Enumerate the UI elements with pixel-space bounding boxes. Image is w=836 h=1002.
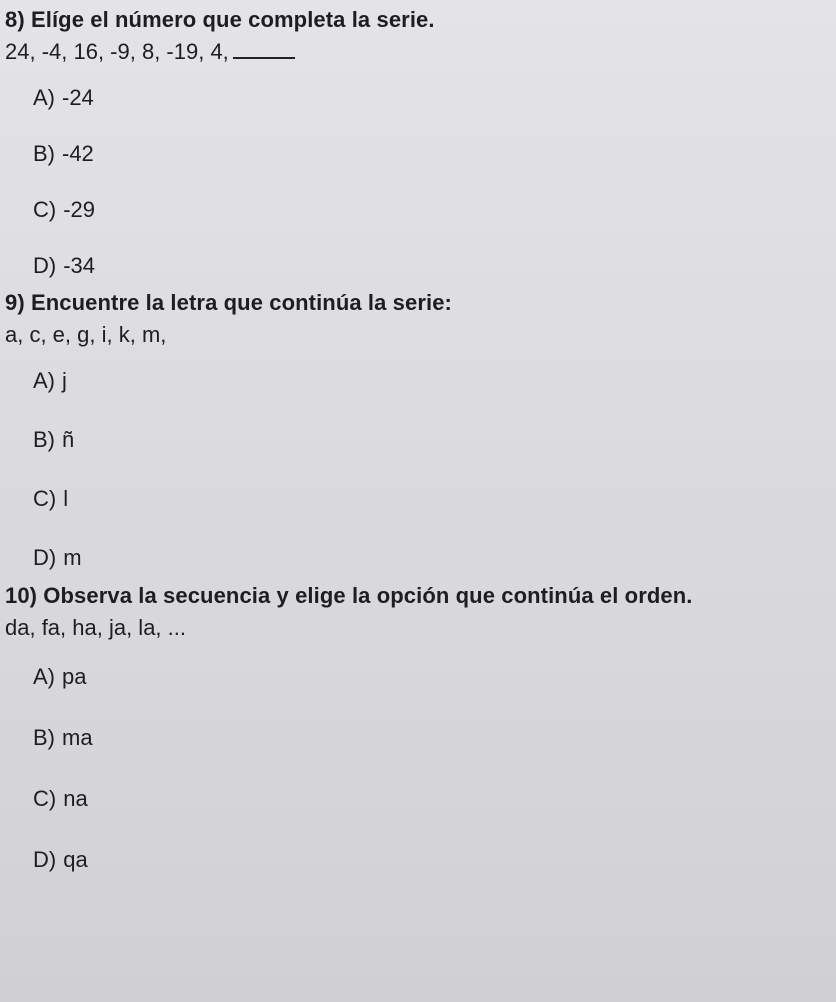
question-9-option-d[interactable] [33,545,82,571]
option-text: qa [63,847,88,872]
question-10-option-d[interactable] [33,847,88,873]
question-8-title: 8) Elíge el número que completa la serie. [5,7,435,32]
answer-blank[interactable] [233,41,295,59]
question-8-option-b[interactable] [33,141,94,167]
question-8-option-d[interactable] [33,253,95,279]
question-8-series [5,39,295,65]
option-text: ñ [62,427,75,452]
question-9-option-a[interactable] [33,368,67,394]
option-text: -42 [62,141,94,166]
option-letter: C) [33,786,57,811]
question-10-title: 10) Observa la secuencia y elige la opción que continúa el orden. [5,583,693,608]
option-text: l [63,486,69,511]
option-letter: D) [33,545,57,570]
question-9-title: 9) Encuentre la letra que continúa la serie: [5,290,452,315]
option-letter: A) [33,85,55,110]
question-9-series: a, c, e, g, i, k, m, [5,322,167,347]
option-letter: D) [33,847,57,872]
option-letter: C) [33,486,57,511]
option-text: na [63,786,88,811]
question-8-series-text: 24, -4, 16, -9, 8, -19, 4, [5,39,229,64]
question-10-option-c[interactable] [33,786,88,812]
question-8-option-c[interactable] [33,197,95,223]
option-letter: B) [33,725,55,750]
option-letter: B) [33,141,55,166]
option-text: -24 [62,85,94,110]
option-letter: B) [33,427,55,452]
option-text: j [62,368,67,393]
question-8-option-a[interactable] [33,85,94,111]
question-10-option-a[interactable] [33,664,86,690]
question-9-option-b[interactable] [33,427,74,453]
option-letter: A) [33,664,55,689]
option-letter: C) [33,197,57,222]
question-9-option-c[interactable] [33,486,68,512]
option-text: ma [62,725,93,750]
option-text: -29 [63,197,96,222]
option-letter: D) [33,253,57,278]
question-10-option-b[interactable] [33,725,93,751]
question-10-series: da, fa, ha, ja, la, ... [5,615,186,640]
option-text: pa [62,664,87,689]
option-text: -34 [63,253,96,278]
option-text: m [63,545,82,570]
option-letter: A) [33,368,55,393]
